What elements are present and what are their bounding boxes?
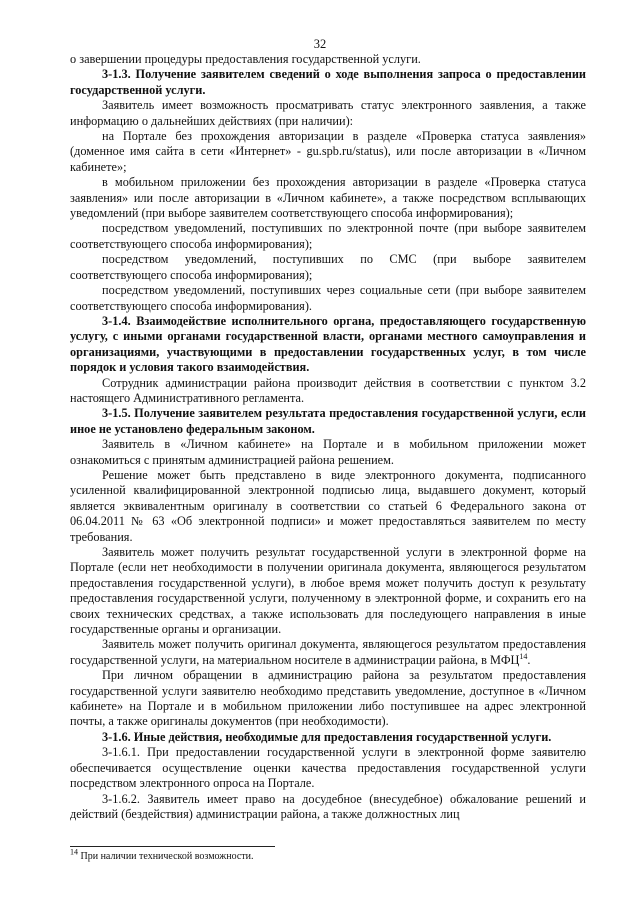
section-heading-3-1-3: [70, 67, 586, 98]
section-heading-3-1-3-text: 3-1.3. Получение заявителем сведений о ходе выполнения запроса о предоставлении государственной услуги.: [70, 67, 586, 97]
paragraph-personal-visit: При личном обращении в администрацию района за результатом предоставления государственной услуги заявителю необходимо представить уведомление, доступное в «Личном кабинете» на Портале и в мобильном приложении либо поступившее на адрес электронной почты, а также оригиналы документов (при необходимости).: [70, 668, 586, 729]
footnote-reference: 14: [519, 651, 528, 661]
paragraph-procedure-completion: о завершении процедуры предоставления государственной услуги.: [70, 52, 421, 66]
paragraph-mobile-app: в мобильном приложении без прохождения авторизации в разделе «Проверка статуса заявления» или после авторизации в «Личном кабинете», а также посредством всплывающих уведомлений (при выборе заявителем соответствующего способа информирования);: [70, 175, 586, 221]
paragraph-portal: на Портале без прохождения авторизации в разделе «Проверка статуса заявления» (доменное имя сайта в сети «Интернет» - gu.spb.ru/status), или после авторизации в «Личном кабинете»;: [70, 129, 586, 174]
page-number: 32: [313, 37, 327, 51]
paragraph-original-document: [70, 637, 586, 668]
paragraph-3-1-6-2: 3-1.6.2. Заявитель имеет право на досудебное (внесудебное) обжалование решений и действий (бездействия) администрации района, а также должностных лиц: [70, 791, 586, 821]
paragraph-personal-cabinet: Заявитель в «Личном кабинете» на Портале и в мобильном приложении может ознакомиться с принятым администрацией района решением.: [70, 437, 586, 467]
paragraph-sms: посредством уведомлений, поступивших по СМС (при выборе заявителем соответствующего способа информирования);: [70, 252, 586, 282]
section-heading-3-1-4: [70, 314, 586, 376]
paragraph-administration-employee: Сотрудник администрации района производит действия в соответствии с пунктом 3.2 настоящего Административного регламента.: [70, 375, 586, 405]
section-heading-3-1-5-text: 3-1.5. Получение заявителем результата предоставления государственной услуги, если иное не установлено федеральным законом.: [70, 406, 586, 436]
paragraph-3-1-6-1: 3-1.6.1. При предоставлении государственной услуги в электронной форме заявителю обеспечивается осуществление оценки качества предоставления государственной услуги посредством электронного опроса на Портале.: [70, 745, 586, 791]
paragraph-electronic-document: Решение может быть представлено в виде электронного документа, подписанного усиленной квалифицированной электронной подписью лица, выдавшего документ, который является эквивалентным оригиналу в соответствии со статьей 6 Федерального закона от 06.04.2011 № 63 «Об электронной подписи» и может предоставляться заявителем по месту требования.: [70, 467, 586, 544]
footnote-text: При наличии технической возможности.: [78, 851, 254, 862]
paragraph-original-document-text: Заявитель может получить оригинал документа, являющегося результатом предоставления государственной услуги, на материальном носителе в администрации района, в МФЦ: [70, 637, 586, 667]
section-heading-3-1-6: [70, 730, 586, 745]
footnote-mark: 14: [70, 847, 78, 857]
paragraph-result-electronic: Заявитель может получить результат государственной услуги в электронной форме на Портале (если нет необходимости в получении оригинала документа, являющегося результатом предоставления государственной услуги), в любое время может получить доступ к результату предоставления государственной услуги, полученному в электронной форме, и сохранить его на своих технических средствах, а также использовать для последующего направления в иные государственные органы и организации.: [70, 545, 586, 637]
section-heading-3-1-5: [70, 406, 586, 437]
paragraph-email: посредством уведомлений, поступивших по электронной почте (при выборе заявителем соответствующего способа информирования);: [70, 221, 586, 251]
document-body: [70, 52, 586, 822]
paragraph-original-document-tail: .: [527, 652, 531, 667]
section-heading-3-1-6-text: 3-1.6. Иные действия, необходимые для предоставления государственной услуги.: [102, 729, 552, 744]
footnote: [70, 847, 586, 863]
footnote-divider: [70, 846, 275, 847]
paragraph-social-networks: посредством уведомлений, поступивших через социальные сети (при выборе заявителем соответствующего способа информирования).: [70, 283, 586, 313]
section-heading-3-1-4-text: 3-1.4. Взаимодействие исполнительного органа, предоставляющего государственную услугу, с иными органами государственной власти, органами местного самоуправления и организациями, участвующими в предоставлении государственных услуг, в том числе порядок и условия такого взаимодействия.: [70, 313, 586, 375]
paragraph-status-view: Заявитель имеет возможность просматривать статус электронного заявления, а также информацию о дальнейших действиях (при наличии):: [70, 98, 586, 128]
